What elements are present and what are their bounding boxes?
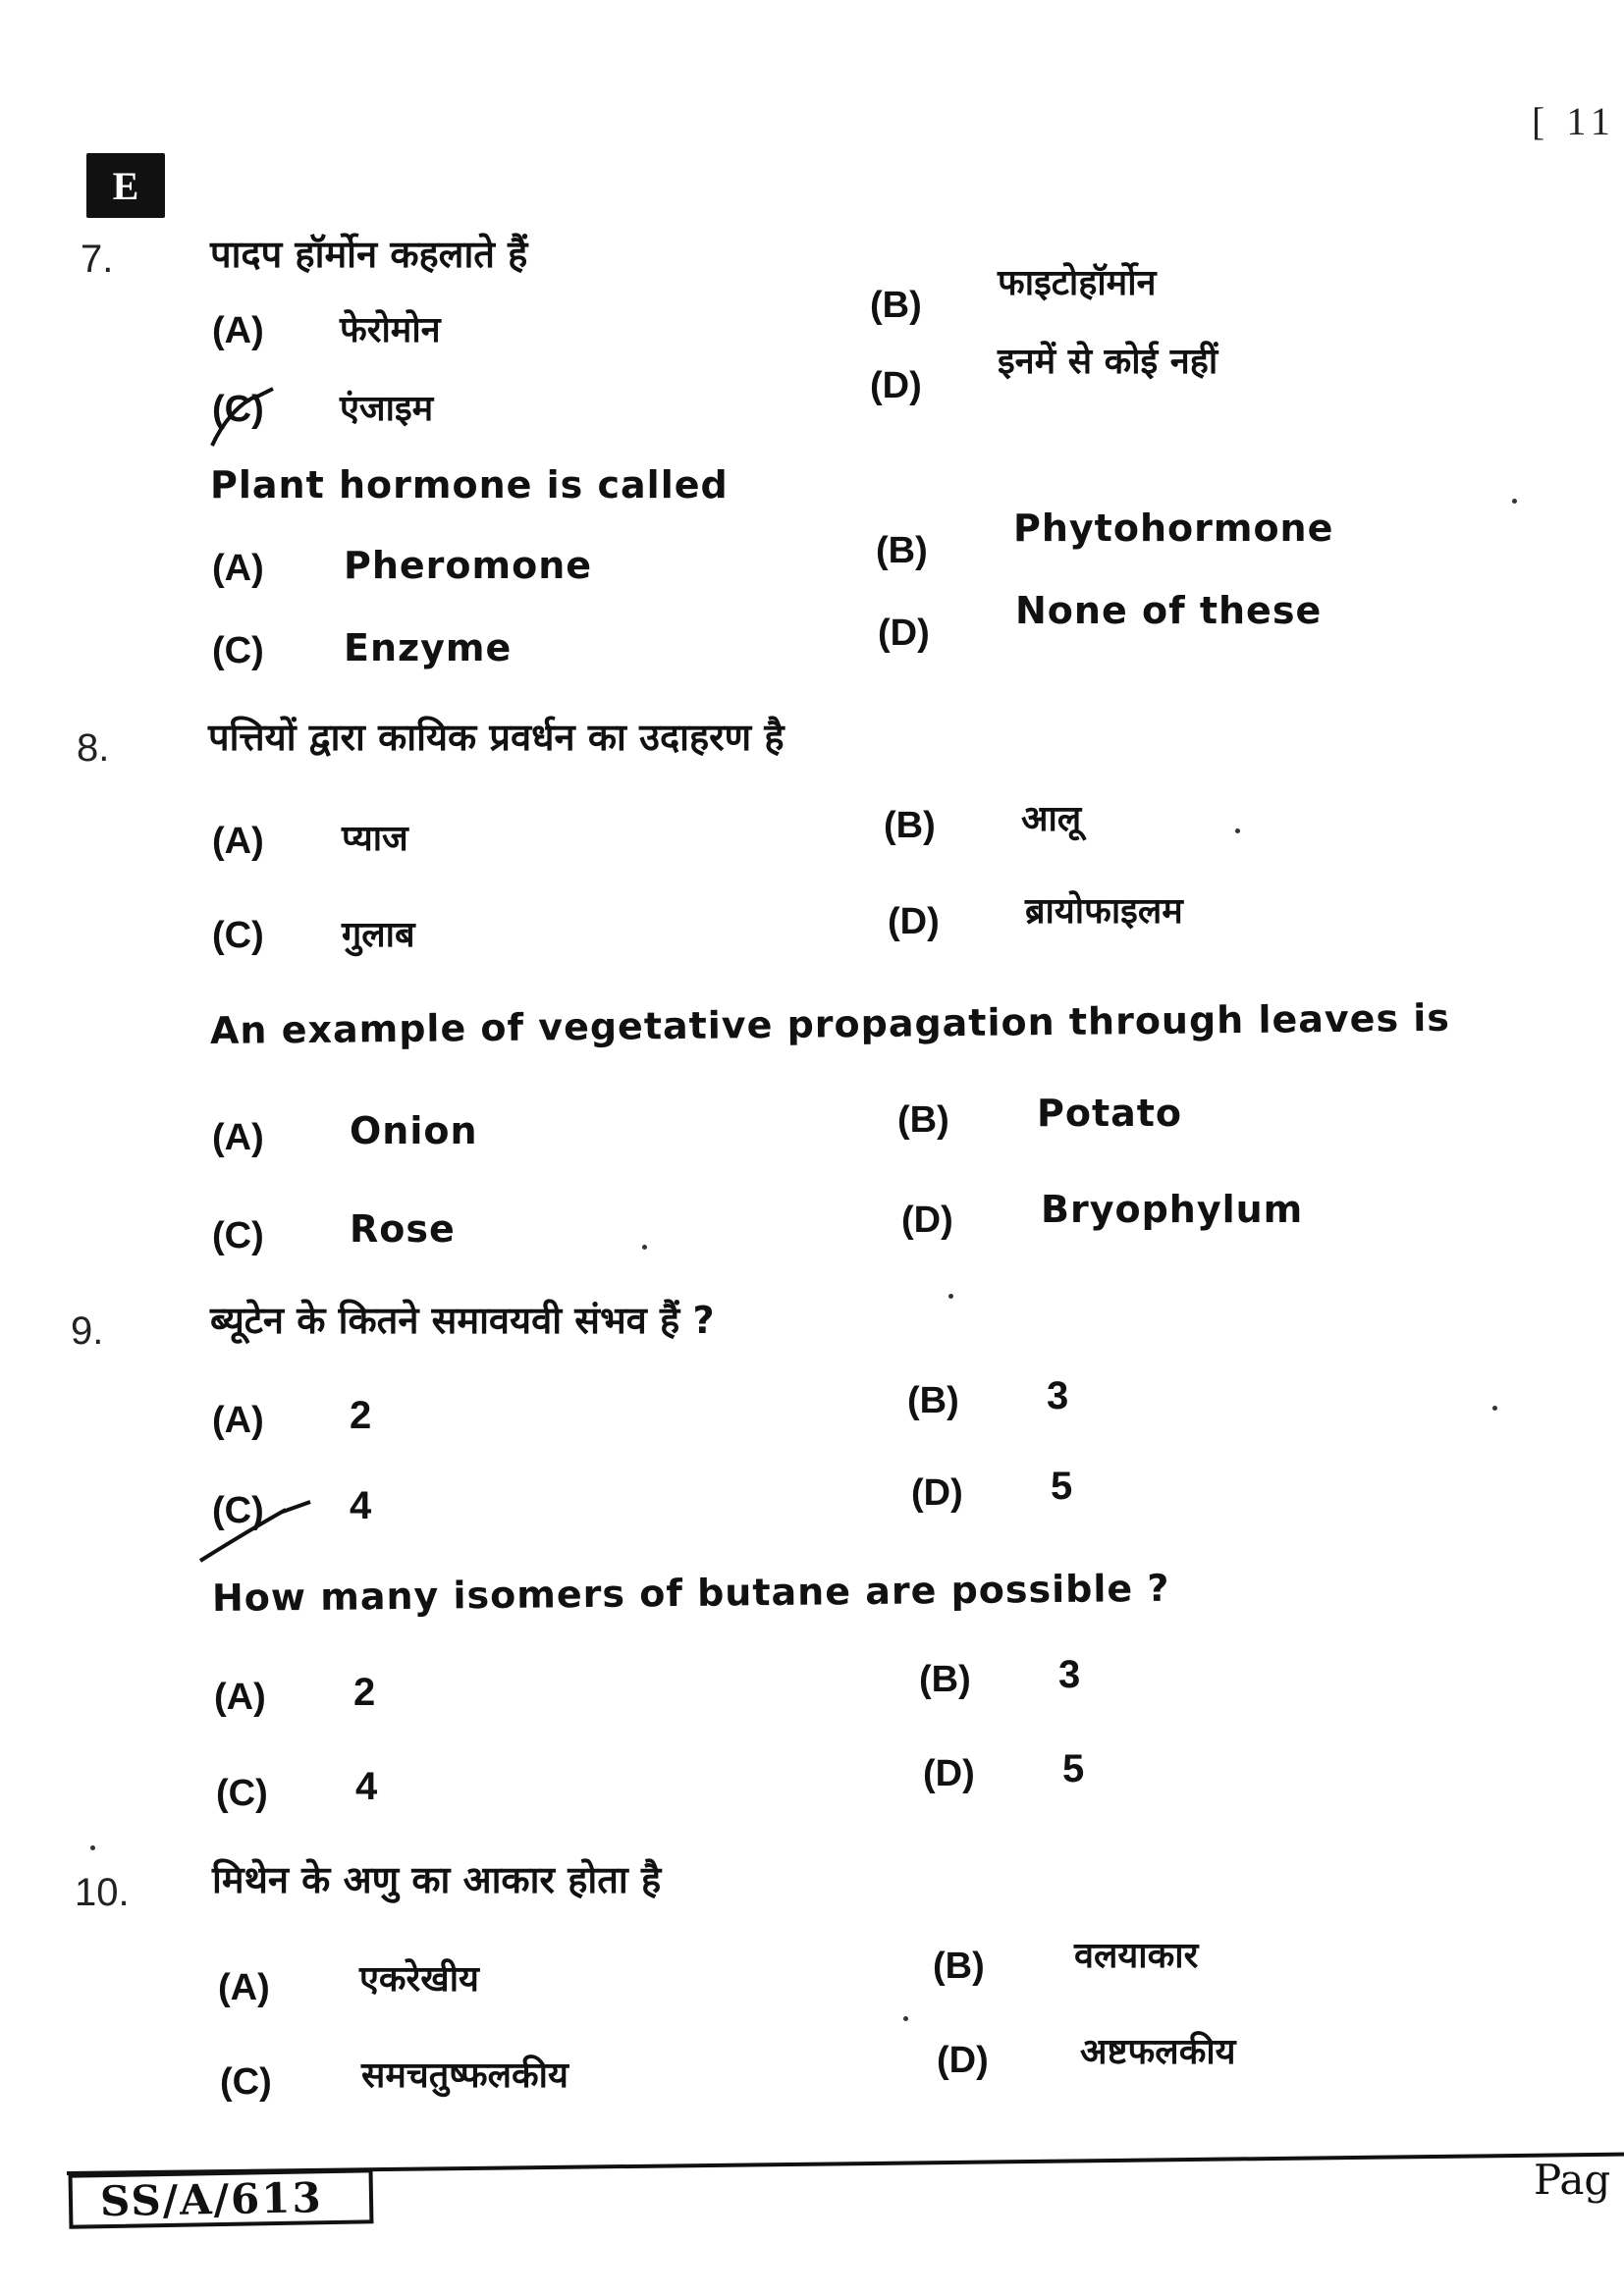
set-badge <box>86 153 165 218</box>
question-stem-english: An example of vegetative propagation through leaves is <box>209 995 1451 1052</box>
option-label: (C) <box>216 1773 268 1814</box>
option-text: 2 <box>353 1671 376 1714</box>
question-stem-hindi: पत्तियों द्वारा कायिक प्रवर्धन का उदाहरण है <box>208 716 785 759</box>
paper-code-box <box>69 2168 374 2228</box>
scan-speck <box>948 1294 953 1299</box>
option-label: (C) <box>212 1490 264 1531</box>
option-text: Potato <box>1037 1092 1183 1135</box>
option-label: (D) <box>911 1472 963 1514</box>
question-stem-hindi: ब्यूटेन के कितने समावयवी संभव हैं ? <box>210 1299 715 1342</box>
option-label: (D) <box>870 365 922 406</box>
option-label: (A) <box>212 1400 264 1441</box>
option-label: (B) <box>933 1946 985 1987</box>
option-text: 3 <box>1058 1653 1081 1696</box>
option-label: (D) <box>923 1753 975 1794</box>
option-text: Phytohormone <box>1013 507 1334 550</box>
scan-speck <box>90 1845 95 1850</box>
scan-speck <box>903 2016 908 2021</box>
option-text: 4 <box>355 1765 378 1808</box>
option-text: एंजाइम <box>340 389 434 429</box>
option-text: Bryophylum <box>1041 1188 1304 1231</box>
option-text: फेरोमोन <box>340 310 441 350</box>
option-label: (B) <box>897 1099 949 1141</box>
option-label: (A) <box>212 310 264 351</box>
page-number-label: Pag <box>1534 2156 1611 2204</box>
option-text: 5 <box>1062 1747 1085 1790</box>
option-label: (A) <box>212 1117 264 1158</box>
option-label: (A) <box>218 1967 270 2008</box>
question-number: 10. <box>75 1871 130 1914</box>
option-label: (B) <box>884 805 936 846</box>
option-text: Onion <box>350 1109 478 1152</box>
question-number: 7. <box>81 238 114 281</box>
option-label: (D) <box>901 1200 953 1241</box>
option-text: इनमें से कोई नहीं <box>998 342 1218 382</box>
option-label: (C) <box>220 2061 272 2103</box>
option-text: समचतुष्फलकीय <box>361 2056 568 2096</box>
option-label: (D) <box>937 2040 989 2081</box>
option-text: गुलाब <box>342 915 415 955</box>
option-text: 3 <box>1047 1374 1069 1417</box>
question-stem-english: How many isomers of butane are possible ? <box>211 1566 1170 1620</box>
option-label: (A) <box>214 1677 266 1718</box>
option-label: (A) <box>212 548 264 589</box>
question-stem-hindi: पादप हॉर्मोन कहलाते हैं <box>210 233 528 276</box>
option-label: (D) <box>878 613 930 654</box>
option-text: Enzyme <box>344 626 513 669</box>
page-corner-marker: [ 11 <box>1532 99 1616 143</box>
option-text: वलयाकार <box>1074 1936 1199 1976</box>
question-stem-hindi: मिथेन के अणु का आकार होता है <box>212 1858 662 1901</box>
option-text: Rose <box>350 1207 456 1251</box>
scan-speck <box>1235 828 1240 833</box>
paper-code: SS/A/613 <box>99 2172 324 2225</box>
question-stem-english: Plant hormone is called <box>210 463 729 507</box>
scan-speck <box>1492 1406 1497 1411</box>
option-text: ब्रायोफाइलम <box>1025 891 1183 932</box>
option-label: (B) <box>876 530 928 571</box>
option-label: (C) <box>212 389 264 430</box>
option-text: 5 <box>1051 1465 1073 1508</box>
option-text: प्याज <box>342 819 408 859</box>
option-label: (C) <box>212 1215 264 1256</box>
scan-speck <box>642 1245 647 1250</box>
option-label: (B) <box>870 285 922 326</box>
option-text: फाइटोहॉर्मोन <box>998 263 1157 303</box>
option-label: (C) <box>212 915 264 956</box>
scan-speck <box>1512 499 1517 504</box>
set-badge-letter: E <box>112 163 139 208</box>
option-text: 4 <box>350 1484 372 1527</box>
question-number: 9. <box>71 1309 104 1353</box>
option-label: (B) <box>907 1380 959 1421</box>
option-label: (C) <box>212 630 264 671</box>
option-text: अष्टफलकीय <box>1080 2032 1236 2072</box>
option-text: एकरेखीय <box>359 1959 479 2000</box>
option-text: आलू <box>1021 799 1082 839</box>
question-number: 8. <box>77 726 110 770</box>
option-label: (D) <box>888 901 940 942</box>
option-text: None of these <box>1015 589 1323 632</box>
option-text: 2 <box>350 1394 372 1437</box>
option-text: Pheromone <box>344 544 593 587</box>
option-label: (A) <box>212 821 264 862</box>
option-label: (B) <box>919 1659 971 1700</box>
